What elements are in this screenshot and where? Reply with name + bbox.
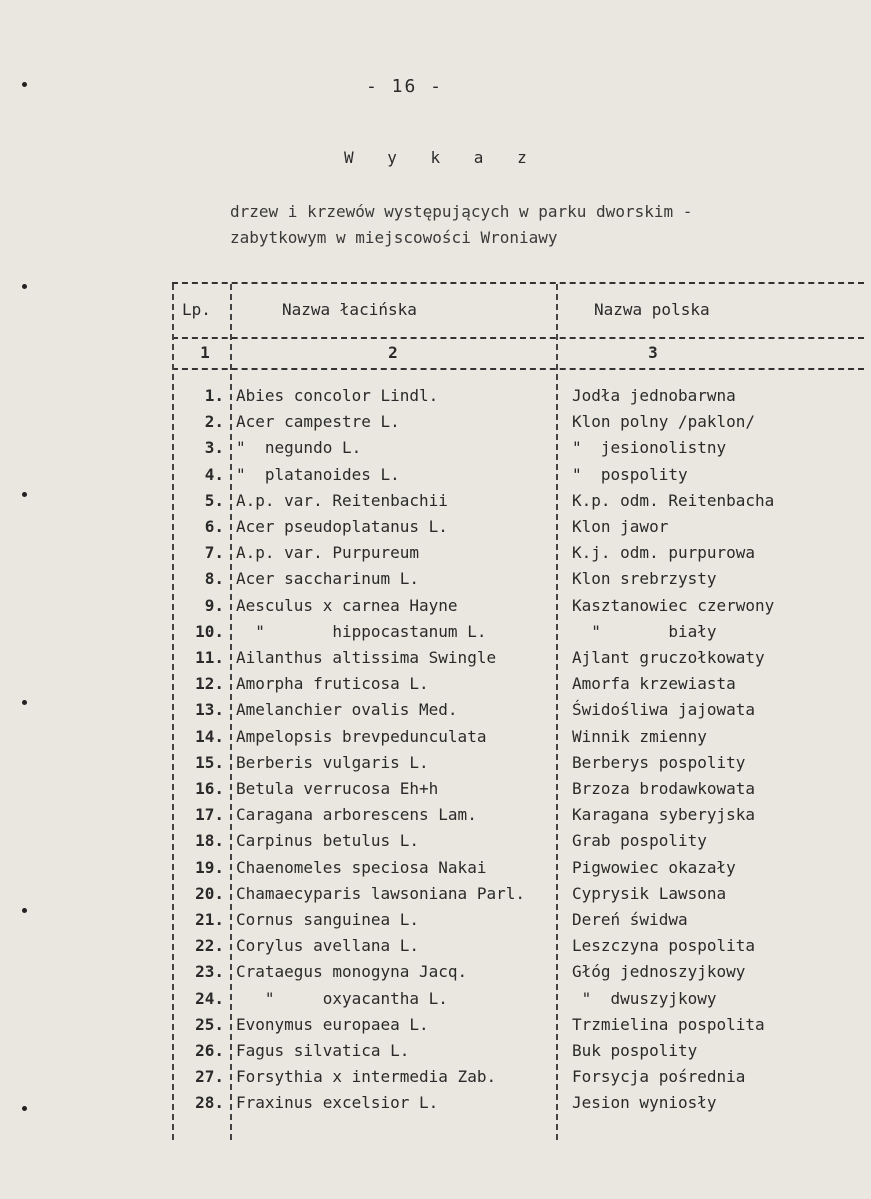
polish-name-cell: Grab pospolity	[572, 831, 707, 851]
header-polish-name: Nazwa polska	[594, 300, 710, 319]
row-number: 24.	[195, 988, 224, 1008]
document-page: - 16 - W y k a z drzew i krzewów występujących w parku dworskim - zabytkowym w miejscowości Wroniawy Lp. Nazwa łacińska Nazwa polska 1 2 3 1. Abies concolor Lindl. Jodła jednobarwna 2. Acer campestre L. Klon polny /paklon/ 3. " negundo L. " jesionolistny 4. " platanoides L. " pospolity 5. A.p. var. Reitenbachii K.p. odm. Reitenbacha 6. Acer pseudoplatanus L. Klon jawor 7. A.p. var. Purpureum K.j. odm. purpurowa 8. Acer saccharinum L. Klon srebrzysty 9. Aesculus x carnea Hayne Kasztanowiec czerwony 10. " hippocastanum L. " biały 11. Ailanthus altissima Swingle Ajlant gruczołkowaty 12. Amorpha fruticosa L. Amorfa krzewiasta 13. Amelanchier ovalis Med. Świdośliwa jajowata 14. Ampelopsis brevpedunculata Winnik zmienny 15. Berberis vulgaris L. Berberys pospolity 16. Betula verrucosa Eh+h Brzoza brodawkowata 17. Caragana arborescens Lam. Karagana syberyjska 18. Carpinus betulus L. Grab pospolity 19. Chaenomeles speciosa Nakai Pigwowiec okazały 20. Chamaecyparis lawsoniana Parl. Cyprysik Lawsona 21. Cornus sanguinea L. Dereń świdwa 22. Corylus avellana L. Leszczyna pospolita 23. Crataegus monogyna Jacq. Głóg jednoszyjkowy 24. " oxyacantha L. " dwuszyjkowy 25. Evonymus europaea L. Trzmielina pospolita 26. Fagus silvatica L. Buk pospolity 27. Forsythia x intermedia Zab. Forsycja pośrednia 28. Fraxinus excelsior L. Jesion wyniosły	[0, 0, 871, 1199]
punch-hole-mark	[22, 908, 27, 913]
row-number: 6.	[204, 517, 224, 536]
table-row	[174, 858, 834, 884]
table-row	[174, 989, 834, 1015]
row-number: 9.	[204, 595, 224, 615]
polish-name-cell: " biały	[572, 621, 717, 641]
column-number-2: 2	[388, 343, 398, 362]
polish-name-cell: Winnik zmienny	[572, 726, 707, 746]
polish-name-cell: " jesionolistny	[572, 438, 727, 458]
latin-name-cell: Berberis vulgaris L.	[236, 752, 429, 772]
polish-name-cell: Berberys pospolity	[572, 752, 746, 772]
latin-name-cell: Fagus silvatica L.	[236, 1041, 410, 1060]
table-row	[174, 569, 834, 595]
row-number: 14.	[195, 726, 224, 746]
punch-hole-mark	[22, 1106, 27, 1111]
latin-name-cell: Fraxinus excelsior L.	[236, 1093, 439, 1113]
latin-name-cell: Evonymus europaea L.	[236, 1014, 429, 1034]
table-row	[174, 910, 834, 936]
row-number: 1.	[204, 386, 224, 405]
polish-name-cell: " pospolity	[572, 464, 688, 484]
polish-name-cell: Jesion wyniosły	[572, 1093, 717, 1113]
table-row	[174, 465, 834, 491]
latin-name-cell: Amelanchier ovalis Med.	[236, 700, 458, 720]
table-row	[174, 753, 834, 779]
polish-name-cell: Jodła jednobarwna	[572, 386, 736, 405]
row-number: 8.	[204, 569, 224, 589]
table-row	[174, 596, 834, 622]
polish-name-cell: Buk pospolity	[572, 1041, 698, 1060]
latin-name-cell: A.p. var. Reitenbachii	[236, 490, 448, 510]
latin-name-cell: " hippocastanum L.	[236, 621, 487, 641]
polish-name-cell: Głóg jednoszyjkowy	[572, 962, 746, 982]
row-number: 26.	[195, 1041, 224, 1060]
latin-name-cell: Acer pseudoplatanus L.	[236, 517, 448, 536]
table-row	[174, 1067, 834, 1093]
row-number: 25.	[195, 1014, 224, 1034]
row-number: 19.	[195, 857, 224, 877]
row-number: 2.	[204, 412, 224, 432]
latin-name-cell: Crataegus monogyna Jacq.	[236, 962, 468, 982]
latin-name-cell: " negundo L.	[236, 438, 362, 458]
table-row	[174, 543, 834, 569]
row-number: 21.	[195, 910, 224, 929]
table-row	[174, 831, 834, 857]
row-number: 20.	[195, 883, 224, 903]
polish-name-cell: Trzmielina pospolita	[572, 1014, 765, 1034]
latin-name-cell: Aesculus x carnea Hayne	[236, 595, 458, 615]
latin-name-cell: Acer campestre L.	[236, 412, 400, 432]
row-number: 28.	[195, 1093, 224, 1113]
row-number: 5.	[204, 490, 224, 510]
latin-name-cell: Corylus avellana L.	[236, 936, 420, 956]
row-number: 15.	[195, 752, 224, 772]
row-number: 7.	[204, 543, 224, 563]
table-top-rule	[172, 282, 864, 284]
row-number: 23.	[195, 962, 224, 982]
header-latin-name: Nazwa łacińska	[282, 300, 417, 319]
punch-hole-mark	[22, 492, 27, 497]
row-number: 27.	[195, 1067, 224, 1087]
column-number-separator	[172, 368, 864, 370]
table-row	[174, 884, 834, 910]
table-row	[174, 962, 834, 988]
polish-name-cell: Pigwowiec okazały	[572, 857, 736, 877]
row-number: 4.	[204, 464, 224, 484]
polish-name-cell: Klon srebrzysty	[572, 569, 717, 589]
row-number: 18.	[195, 831, 224, 851]
latin-name-cell: Carpinus betulus L.	[236, 831, 420, 851]
latin-name-cell: Chamaecyparis lawsoniana Parl.	[236, 883, 525, 903]
polish-name-cell: Klon polny /paklon/	[572, 412, 756, 432]
table-row	[174, 727, 834, 753]
table-row	[174, 622, 834, 648]
row-number: 13.	[195, 700, 224, 720]
polish-name-cell: Karagana syberyjska	[572, 805, 756, 825]
polish-name-cell: Dereń świdwa	[572, 910, 688, 929]
latin-name-cell: A.p. var. Purpureum	[236, 543, 420, 563]
latin-name-cell: " platanoides L.	[236, 464, 400, 484]
header-separator	[172, 337, 864, 339]
polish-name-cell: K.p. odm. Reitenbacha	[572, 490, 775, 510]
polish-name-cell: Ajlant gruczołkowaty	[572, 648, 765, 667]
latin-name-cell: Ailanthus altissima Swingle	[236, 648, 497, 667]
table-row	[174, 779, 834, 805]
polish-name-cell: Kasztanowiec czerwony	[572, 595, 775, 615]
polish-name-cell: Brzoza brodawkowata	[572, 779, 756, 798]
punch-hole-mark	[22, 82, 27, 87]
polish-name-cell: Cyprysik Lawsona	[572, 883, 727, 903]
punch-hole-mark	[22, 700, 27, 705]
latin-name-cell: Abies concolor Lindl.	[236, 386, 439, 405]
table-row	[174, 386, 834, 412]
table-row	[174, 1015, 834, 1041]
punch-hole-mark	[22, 284, 27, 289]
table-row	[174, 700, 834, 726]
latin-name-cell: Ampelopsis brevpedunculata	[236, 726, 487, 746]
latin-name-cell: Cornus sanguinea L.	[236, 910, 420, 929]
header-lp: Lp.	[182, 300, 211, 319]
table-row	[174, 438, 834, 464]
table-row	[174, 648, 834, 674]
polish-name-cell: Forsycja pośrednia	[572, 1067, 746, 1087]
table-row	[174, 936, 834, 962]
row-number: 3.	[204, 438, 224, 458]
polish-name-cell: Świdośliwa jajowata	[572, 700, 756, 720]
latin-name-cell: Betula verrucosa Eh+h	[236, 779, 439, 798]
table-row	[174, 674, 834, 700]
polish-name-cell: Leszczyna pospolita	[572, 936, 756, 956]
table-row	[174, 805, 834, 831]
row-number: 16.	[195, 779, 224, 798]
column-number-1: 1	[200, 343, 210, 362]
table-row	[174, 412, 834, 438]
subtitle-line-2: zabytkowym w miejscowości Wroniawy	[230, 228, 558, 247]
row-number: 12.	[195, 674, 224, 694]
subtitle-line-1: drzew i krzewów występujących w parku dworskim -	[230, 202, 693, 221]
document-heading: W y k a z	[344, 148, 539, 167]
row-number: 22.	[195, 936, 224, 956]
polish-name-cell: Amorfa krzewiasta	[572, 674, 736, 694]
table-row	[174, 1093, 834, 1119]
polish-name-cell: " dwuszyjkowy	[572, 988, 717, 1008]
table-row	[174, 491, 834, 517]
table-row	[174, 517, 834, 543]
row-number: 17.	[195, 805, 224, 825]
latin-name-cell: Caragana arborescens Lam.	[236, 805, 477, 825]
latin-name-cell: Chaenomeles speciosa Nakai	[236, 857, 487, 877]
row-number: 10.	[195, 621, 224, 641]
latin-name-cell: " oxyacantha L.	[236, 988, 448, 1008]
latin-name-cell: Forsythia x intermedia Zab.	[236, 1067, 497, 1087]
polish-name-cell: K.j. odm. purpurowa	[572, 543, 756, 563]
latin-name-cell: Amorpha fruticosa L.	[236, 674, 429, 694]
polish-name-cell: Klon jawor	[572, 517, 669, 536]
table-row	[174, 1041, 834, 1067]
latin-name-cell: Acer saccharinum L.	[236, 569, 420, 589]
column-number-3: 3	[648, 343, 658, 362]
row-number: 11.	[195, 648, 224, 667]
